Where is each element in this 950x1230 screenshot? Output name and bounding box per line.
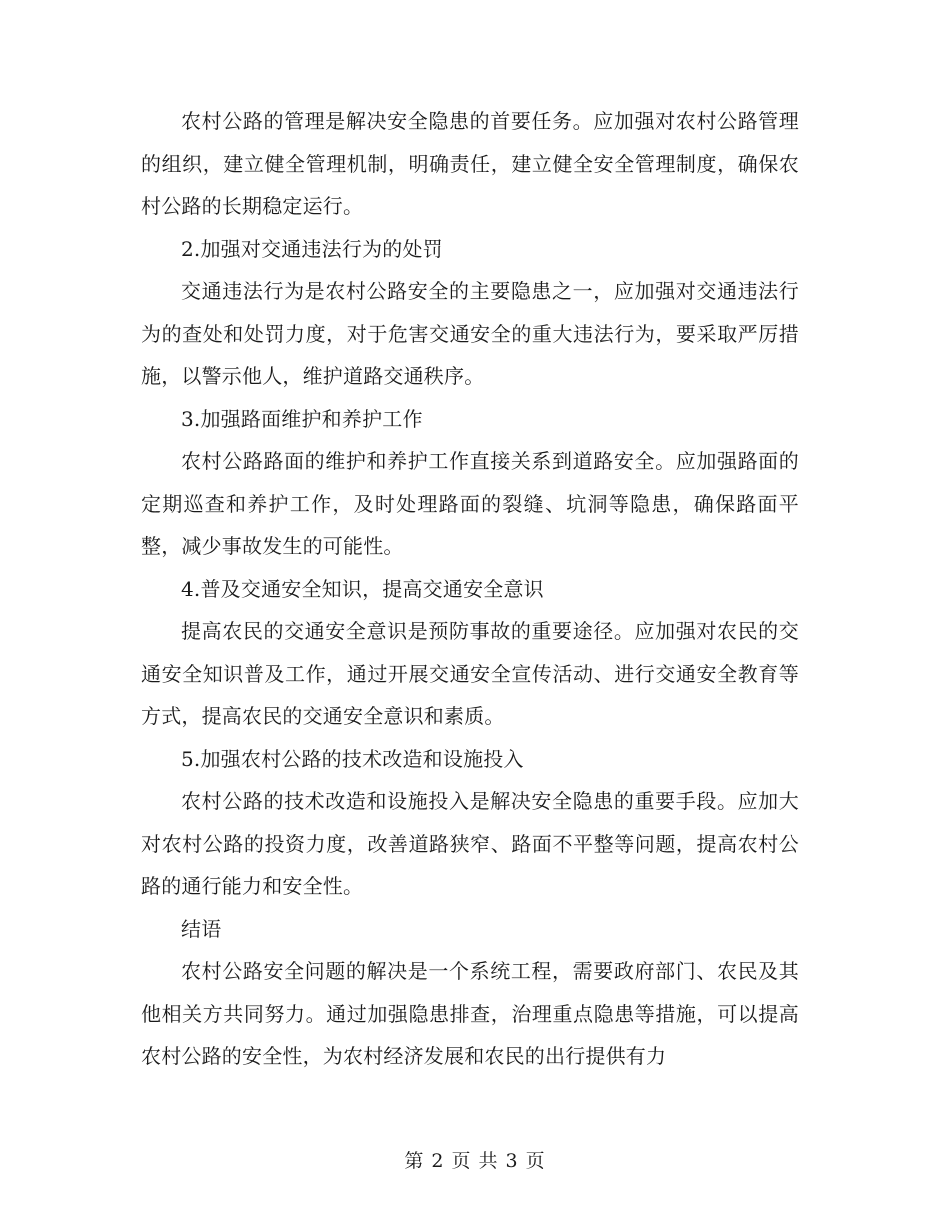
paragraph-traffic-violations: 交通违法行为是农村公路安全的主要隐患之一，应加强对交通违法行为的查处和处罚力度，对于危害交通安全的重大违法行为，要采取严厉措施，以警示他人，维护道路交通秩序。: [141, 279, 799, 388]
section-heading-3: 3.加强路面维护和养护工作: [181, 406, 423, 431]
paragraph-road-management: 农村公路的管理是解决安全隐患的首要任务。应加强对农村公路管理的组织，建立健全管理机制，明确责任，建立健全安全管理制度，确保农村公路的长期稳定运行。: [141, 109, 799, 218]
paragraph-conclusion: 农村公路安全问题的解决是一个系统工程，需要政府部门、农民及其他相关方共同努力。通过加强隐患排查，治理重点隐患等措施，可以提高农村公路的安全性，为农村经济发展和农民的出行提供有力: [141, 959, 799, 1068]
section-heading-4: 4.普及交通安全知识，提高交通安全意识: [181, 576, 544, 601]
page-number-footer: 第 2 页 共 3 页: [404, 1150, 546, 1172]
section-heading-5: 5.加强农村公路的技术改造和设施投入: [181, 746, 524, 771]
paragraph-safety-awareness: 提高农民的交通安全意识是预防事故的重要途径。应加强对农民的交通安全知识普及工作，通过开展交通安全宣传活动、进行交通安全教育等方式，提高农民的交通安全意识和素质。: [141, 619, 799, 728]
paragraph-technical-upgrade: 农村公路的技术改造和设施投入是解决安全隐患的重要手段。应加大对农村公路的投资力度，改善道路狭窄、路面不平整等问题，提高农村公路的通行能力和安全性。: [141, 789, 799, 898]
section-heading-conclusion: 结语: [181, 916, 222, 941]
document-body: [141, 100, 799, 1078]
paragraph-road-maintenance: 农村公路路面的维护和养护工作直接关系到道路安全。应加强路面的定期巡查和养护工作，及时处理路面的裂缝、坑洞等隐患，确保路面平整，减少事故发生的可能性。: [141, 449, 799, 558]
section-heading-2: 2.加强对交通违法行为的处罚: [181, 236, 443, 261]
